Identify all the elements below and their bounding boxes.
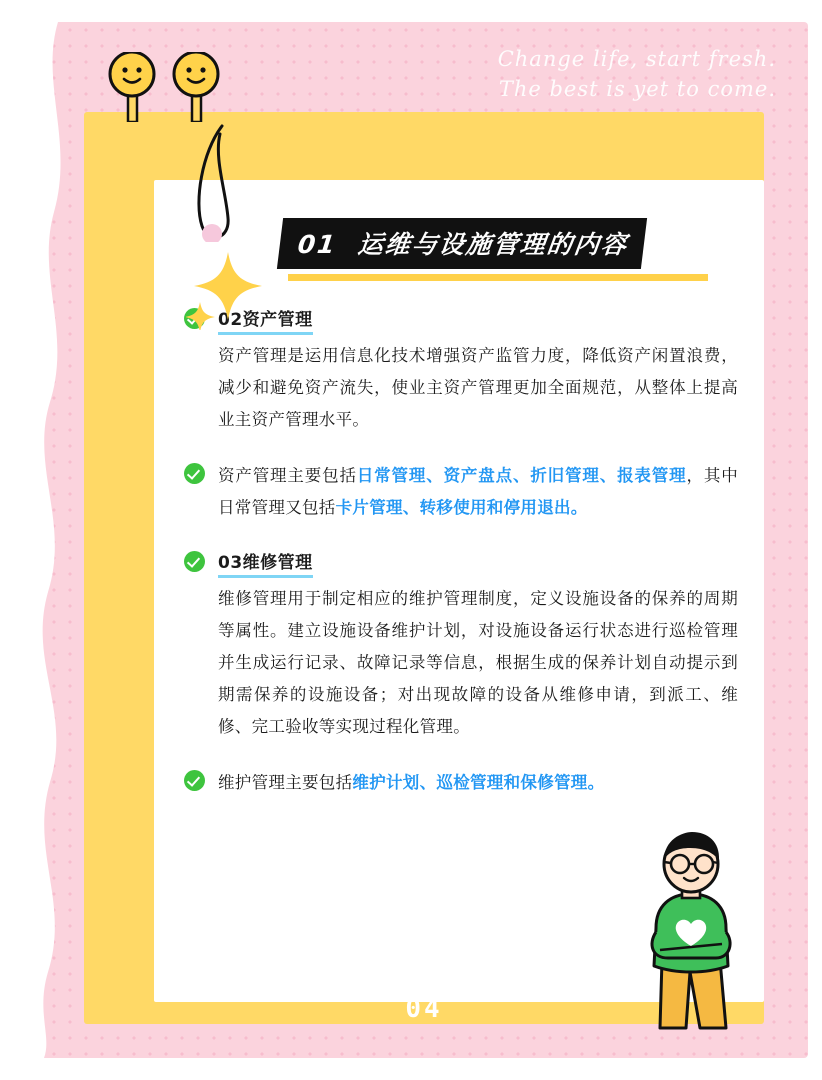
subsection-rich-paragraph [218,460,738,524]
script-decoration [498,44,776,104]
wave-edge-decoration [14,22,84,1058]
subsection-title: 03维修管理 [218,548,313,578]
section-asset-management-scope [184,460,738,524]
section-maintenance-scope [184,767,738,799]
subsection-rich-paragraph [218,767,738,799]
subsection-title: 02资产管理 [218,305,313,335]
check-circle-icon [184,551,205,572]
text-plain: 维护管理主要包括 [218,773,353,792]
subsection-paragraph: 资产管理是运用信息化技术增强资产监管力度，降低资产闲置浪费，减少和避免资产流失，使业主资产管理更加全面规范，从整体上提高业主资产管理水平。 [218,346,738,429]
headline-underline [288,274,708,281]
script-line-1: Change life, start fresh. [497,47,776,71]
sparkle-icon [186,244,266,330]
text-plain: 资产管理主要包括 [218,466,357,485]
text-highlight: 卡片管理、转移使用和停用退出。 [335,498,588,517]
person-illustration [616,832,766,1032]
script-line-2: The best is yet to come. [498,77,776,101]
smiley-flowers-icon [100,52,250,122]
text-highlight: 维护计划、巡检管理和保修管理。 [352,773,605,792]
check-circle-icon [184,770,205,791]
headline-title: 运维与设施管理的内容 [356,230,630,259]
text-plain: ，其中日常管理又包括 [218,466,739,517]
check-circle-icon [184,463,205,484]
section-headline-banner [277,218,647,269]
page-number: 04 [405,994,443,1024]
text-highlight: 日常管理、资产盘点、折旧管理、报表管理 [356,466,687,485]
headline-number: 01 [296,230,339,259]
subsection-paragraph: 维修管理用于制定相应的维护管理制度，定义设施设备的保养的周期等属性。建立设施设备维护计划，对设施设备运行状态进行巡检管理并生成运行记录、故障记录等信息，根据生成的保养计划自动提示到期需保养的设施设备；对出现故障的设备从维修申请，到派工、维修、完工验收等实现过程化管理。 [218,589,738,736]
section-maintenance-management [184,548,738,743]
section-asset-management [184,305,738,436]
paperclip-icon [186,122,250,242]
